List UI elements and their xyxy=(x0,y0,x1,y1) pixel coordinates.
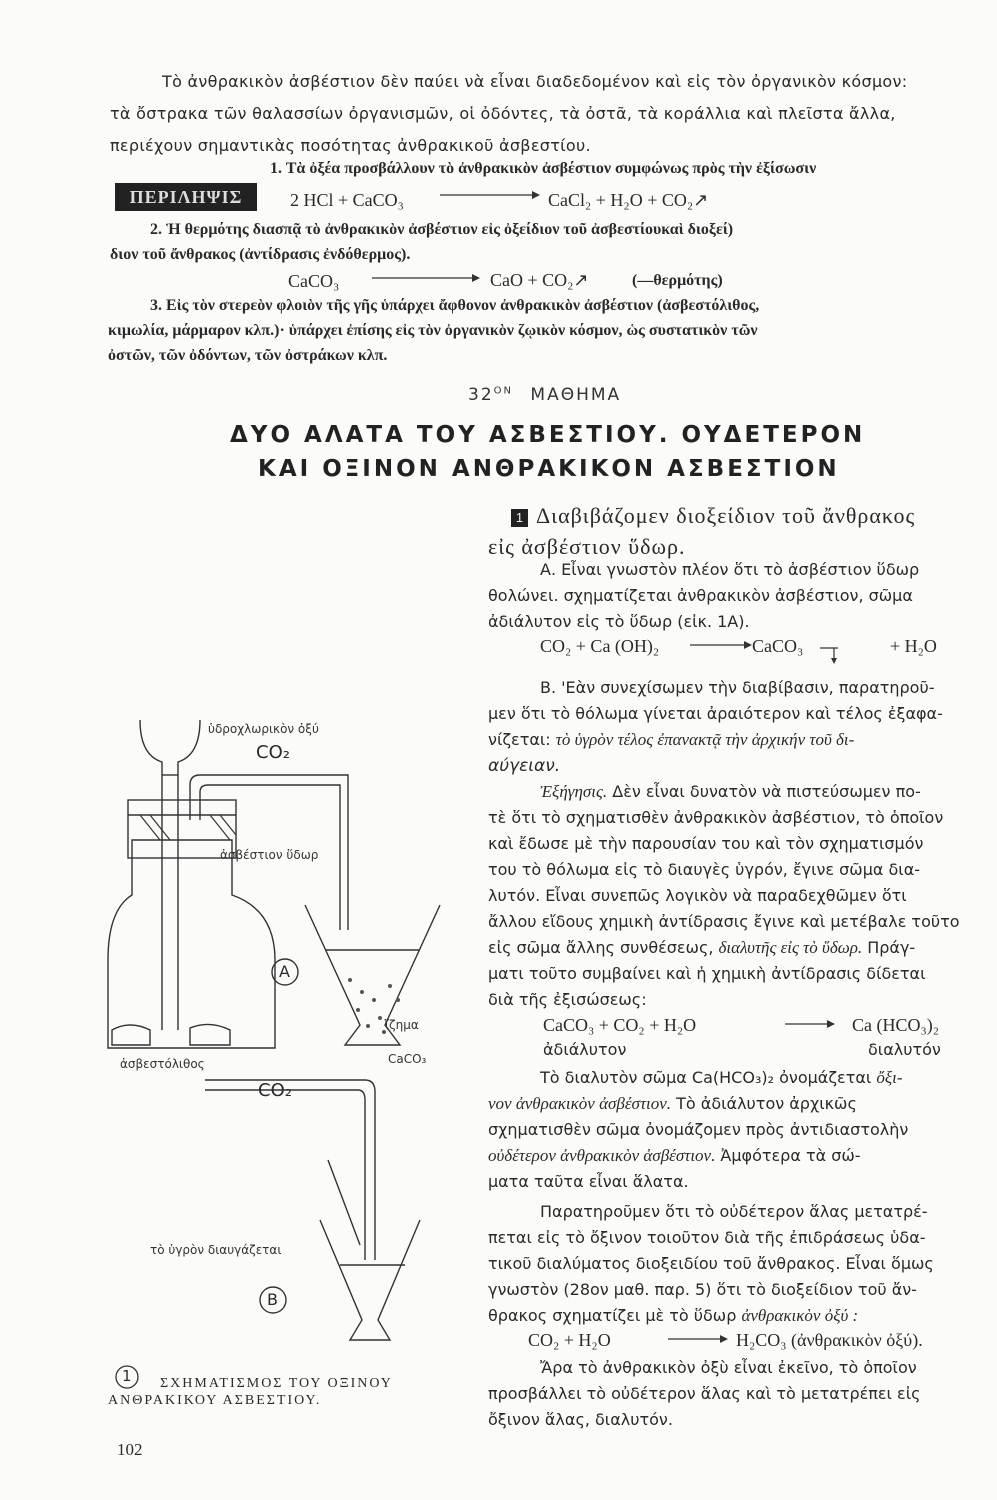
label-co2-b: CO₂ xyxy=(258,1080,292,1101)
para-f-4-text: Ἀμφότερα τὰ σώ- xyxy=(715,1146,861,1165)
summary-point-2b: διον τοῦ ἄνθρακος (ἀντίδρασις ἐνδόθερμος). xyxy=(110,246,411,263)
lesson-word: ΜΑΘΗΜΑ xyxy=(530,385,622,405)
summary-label: ΠΕΡΙΛΗΨΙΣ xyxy=(115,183,257,211)
para-e-4: του τὸ θόλωμα εἰς τὸ διαυγὲς ὑγρόν, ἔγινε σῶμα δια- xyxy=(488,860,921,879)
section-heading-2: εἰς ἀσβέστιον ὕδωρ. xyxy=(488,534,686,559)
para-b-3-pre: νίζεται: xyxy=(488,730,556,749)
para-g-4: γνωστὸν (28ον μαθ. παρ. 5) ὅτι τὸ διοξείδιον τοῦ ἄν- xyxy=(488,1280,917,1299)
para-e-1-italic: Ἐξήγησις. xyxy=(540,782,608,801)
summary-eq2-left: CaCO₃ xyxy=(288,271,340,291)
lesson-number: 32 xyxy=(468,385,494,405)
arrow-icon xyxy=(372,271,480,285)
para-h-3: ὄξινον ἅλας, διαλυτόν. xyxy=(488,1410,673,1429)
para-b-2: μεν ὅτι τὸ θόλωμα γίνεται ἀραιότερον καὶ τέλος ἐξαφα- xyxy=(488,704,943,723)
para-f-2-text: Τὸ ἀδιάλυτον ἀρχικῶς xyxy=(671,1094,857,1113)
eq-c-sub-left: ἀδιάλυτον xyxy=(543,1040,627,1059)
page-title-line-2: ΚΑΙ ΟΞΙΝΟΝ ΑΝΘΡΑΚΙΚΟΝ ΑΣΒΕΣΤΙΟΝ xyxy=(258,456,840,482)
para-a-3: ἀδιάλυτον εἰς τὸ ὕδωρ (εἰκ. 1Α). xyxy=(488,612,750,631)
para-f-1-pre: Τὸ διαλυτὸν σῶμα Ca(HCO₃)₂ ὀνομάζεται xyxy=(540,1068,877,1087)
eq-a-tail: + H₂O xyxy=(890,636,937,656)
label-acid: ὑδροχλωρικὸν ὀξύ xyxy=(208,722,319,736)
para-e-5: λυτόν. Εἶναι συνεπῶς λογικὸν νὰ παραδεχθῶμεν ὅτι xyxy=(488,886,907,905)
para-a-1: Α. Εἶναι γνωστὸν πλέον ὅτι τὸ ἀσβέστιον ὕδωρ xyxy=(540,560,920,579)
para-b-1: Β. 'Εὰν συνεχίσωμεν τὴν διαβίβασιν, παρατηροῦ- xyxy=(540,678,935,697)
caption-line-2: ΑΝΘΡΑΚΙΚΟΥ ΑΣΒΕΣΤΙΟΥ. xyxy=(108,1393,322,1408)
summary-eq1-left: 2 HCl + CaCO₃ xyxy=(290,190,404,210)
caption-number: 1 xyxy=(122,1367,132,1385)
para-g-5-italic: ἀνθρακικὸν ὀξύ : xyxy=(741,1306,859,1325)
eq-d-right: H₂CO₃ (ἀνθρακικὸν ὀξύ). xyxy=(736,1330,923,1350)
para-e-7 xyxy=(488,938,915,958)
summary-point-1: 1. Τὰ ὀξέα προσβάλλουν τὸ ἀνθρακικὸν ἀσβέστιον συμφώνως πρὸς τὴν ἐξίσωσιν xyxy=(270,160,817,177)
section-marker: 1 xyxy=(511,509,528,527)
para-e-1-text: Δὲν εἶναι δυνατὸν νὰ πιστεύσωμεν πο- xyxy=(607,782,921,801)
page-title-line-1: ΔΥΟ ΑΛΑΤΑ ΤΟΥ ΑΣΒΕΣΤΙΟΥ. ΟΥΔΕΤΕΡΟΝ xyxy=(230,422,866,448)
para-g-5 xyxy=(488,1306,858,1326)
eq-c-left: CaCO₃ + CO₂ + H₂O xyxy=(543,1015,697,1035)
label-clear: τὸ ὑγρὸν διαυγάζεται xyxy=(150,1243,282,1257)
para-e-2: τὲ ὅτι τὸ σχηματισθὲν ἀνθρακικὸν ἀσβέστιον, τὸ ὁποῖον xyxy=(488,808,944,827)
para-b-3-italic: τὸ ὑγρὸν τέλος ἐπανακτᾷ τὴν ἀρχικήν τοῦ δι- xyxy=(555,730,855,749)
para-f-1 xyxy=(540,1068,903,1088)
intro-line-3: περιέχουν σημαντικὰς ποσότητας ἀνθρακικοῦ ἀσβεστίου. xyxy=(110,136,591,155)
label-caco3: CaCO₃ xyxy=(388,1052,427,1066)
summary-eq2-right: CaO + CO₂↗ xyxy=(490,270,589,290)
para-g-3: τικοῦ διαλύματος διοξειδίου τοῦ ἄνθρακος. Εἶναι ὅμως xyxy=(488,1254,934,1273)
arrow-icon xyxy=(785,1017,835,1031)
para-f-2-italic: νον ἀνθρακικὸν ἀσβέστιον. xyxy=(488,1094,672,1113)
para-e-7-pre: εἰς σῶμα ἄλλης συνθέσεως, xyxy=(488,938,719,957)
label-sediment: ἵζημα xyxy=(385,1018,419,1032)
arrow-icon xyxy=(440,188,540,202)
para-b-4: αύγειαν. xyxy=(488,756,561,776)
intro-line-1: Τὸ ἀνθρακικὸν ἀσβέστιον δὲν παύει νὰ εἶναι διαδεδομένον καὶ εἰς τὸν ὀργανικὸν κόσμον: xyxy=(162,72,908,91)
para-g-5-pre: θρακος σχηματίζει μὲ τὸ ὕδωρ xyxy=(488,1306,742,1325)
label-b: B xyxy=(267,1290,278,1309)
summary-eq1-right: CaCl₂ + H₂O + CO₂↗ xyxy=(548,190,709,210)
summary-point-2a: 2. Ἡ θερμότης διασπᾷ τὸ ἀνθρακικὸν ἀσβέστιον εἰς ὀξείδιον τοῦ ἀσβεστίουκαὶ διοξεί) xyxy=(150,221,734,238)
para-e-1 xyxy=(540,782,921,802)
para-g-1: Παρατηροῦμεν ὅτι τὸ οὐδέτερον ἅλας μετατρέ- xyxy=(540,1202,928,1221)
para-b-3 xyxy=(488,730,854,750)
eq-a-left: CO₂ + Ca (OH)₂ xyxy=(540,636,660,656)
section-heading-1: Διαβιβάζομεν διοξείδιον τοῦ ἄνθρακος xyxy=(536,503,916,528)
para-e-6: ἄλλου εἴδους χημικὴ ἀντίδρασις ἔγινε καὶ μετέβαλε τοῦτο xyxy=(488,912,960,931)
para-a-2: θολώνει. σχηματίζεται ἀνθρακικὸν ἀσβέστιον, σῶμα xyxy=(488,586,913,605)
summary-point-3b: κιμωλία, μάρμαρον κλπ.)· ὑπάρχει ἐπίσης εἰς τὸν ὀργανικὸν ζῳικὸν κόσμον, ὡς συστατικὸν τῶν xyxy=(108,322,758,339)
label-limewater: ἀσβέστιον ὕδωρ xyxy=(220,848,319,862)
summary-point-3a: 3. Εἰς τὸν στερεὸν φλοιὸν τῆς γῆς ὑπάρχει ἄφθονον ἀνθρακικὸν ἀσβέστιον (ἀσβεστόλιθος, xyxy=(150,297,760,314)
para-f-4 xyxy=(488,1146,861,1166)
para-e-9: διὰ τῆς ἐξισώσεως: xyxy=(488,990,647,1009)
summary-point-3c: ὀστῶν, τῶν ὀδόντων, τῶν ὀστράκων κλπ. xyxy=(108,347,388,364)
label-limestone: ἀσβεστόλιθος xyxy=(120,1057,205,1071)
intro-line-2: τὰ ὄστρακα τῶν θαλασσίων ὀργανισμῶν, οἱ ὀδόντες, τὰ ὀστᾶ, τὰ κοράλλια καὶ πλεῖστα ἄλλα, xyxy=(110,104,896,123)
page-number: 102 xyxy=(117,1440,143,1459)
summary-eq2-note: (—θερμότης) xyxy=(632,272,723,289)
para-f-3: σχηματισθὲν σῶμα ὀνομάζομεν πρὸς ἀντιδιαστολὴν xyxy=(488,1120,909,1139)
lesson-heading xyxy=(468,385,621,405)
arrow-icon xyxy=(668,1332,728,1346)
para-e-8: ματι τοῦτο συμβαίνει καὶ ἡ χημικὴ ἀντίδρασις δίδεται xyxy=(488,964,926,983)
para-f-5: ματα ταῦτα εἶναι ἅλατα. xyxy=(488,1172,689,1191)
para-f-4-italic: οὐδέτερον ἀνθρακικὸν ἀσβέστιον. xyxy=(488,1146,716,1165)
para-f-1-italic: ὄξι- xyxy=(876,1068,903,1087)
para-h-2: προσβάλλει τὸ οὐδέτερον ἅλας καὶ τὸ μετατρέπει εἰς xyxy=(488,1384,921,1403)
lesson-sup: ΟΝ xyxy=(493,385,513,397)
precipitate-arrow-icon xyxy=(820,640,846,664)
eq-c-right: Ca (HCO₃)₂ xyxy=(852,1015,940,1035)
para-h-1: Ἄρα τὸ ἀνθρακικὸν ὀξὺ εἶναι ἐκεῖνο, τὸ ὁποῖον xyxy=(540,1358,917,1377)
para-e-3: καὶ ἔδωσε μὲ τὴν παρουσίαν του καὶ τὸν σχηματισμόν xyxy=(488,834,924,853)
eq-c-sub-right: διαλυτόν xyxy=(868,1040,941,1059)
caption-line-1: ΣΧΗΜΑΤΙΣΜΟΣ ΤΟΥ ΟΞΙΝΟΥ xyxy=(160,1376,393,1391)
label-a: A xyxy=(279,962,290,981)
para-e-7-post: Πράγ- xyxy=(862,938,916,957)
arrow-icon xyxy=(690,638,752,652)
para-e-7-italic: διαλυτῆς εἰς τὸ ὕδωρ. xyxy=(718,938,863,957)
eq-d-left: CO₂ + H₂O xyxy=(528,1330,611,1350)
para-g-2: πεται εἰς τὸ ὄξινον τοιοῦτον διὰ τῆς ἐπιδράσεως ὑδα- xyxy=(488,1228,926,1247)
para-f-2 xyxy=(488,1094,857,1114)
eq-a-right: CaCO₃ xyxy=(752,636,804,656)
apparatus-figure xyxy=(100,700,480,1380)
label-co2-top: CO₂ xyxy=(256,742,290,763)
